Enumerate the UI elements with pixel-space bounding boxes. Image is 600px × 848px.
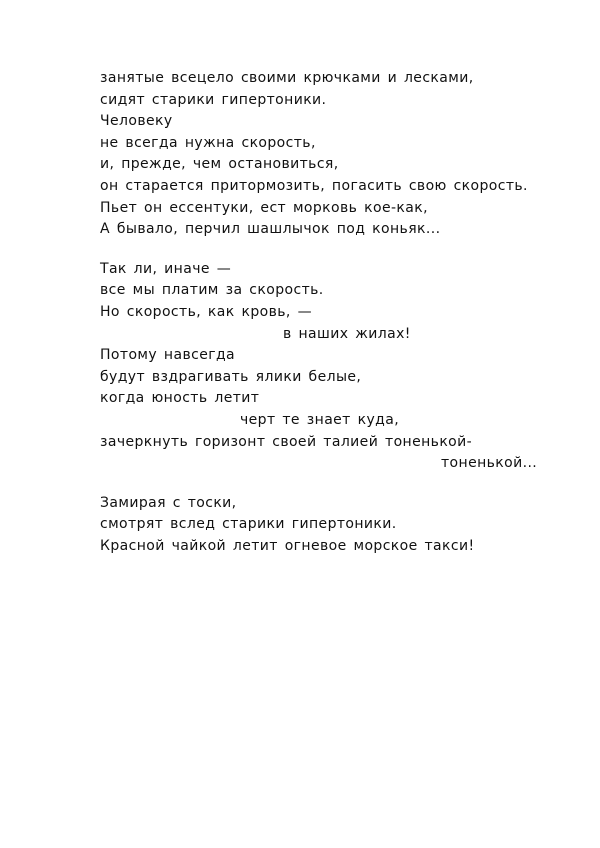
poem-line: все мы платим за скорость. (100, 282, 324, 299)
poem-line: Но скорость, как кровь, — (100, 303, 312, 320)
poem-line: Так ли, иначе — (100, 260, 232, 277)
stanza-1 (100, 68, 540, 241)
poem-line: Пьет он ессентуки, ест морковь кое-как, (100, 199, 428, 216)
poem-line: Замирая с тоски, (100, 494, 237, 511)
poem-line: черт те знает куда, (240, 411, 400, 428)
poem-line: сидят старики гипертоники. (100, 91, 327, 108)
poem-line: занятые всецело своими крючками и лесками, (100, 70, 474, 86)
poem-line: зачеркнуть горизонт своей талией тоненькой- (100, 433, 473, 450)
stanza-3 (100, 493, 540, 558)
poem-line: тоненькой... (441, 455, 538, 472)
poem-line: А бывало, перчил шашлычок под коньяк... (100, 221, 441, 238)
poem-line: будут вздрагивать ялики белые, (100, 368, 362, 385)
poem-line: в наших жилах! (283, 325, 411, 342)
poem-line: когда юность летит (100, 390, 260, 407)
poem-line: Красной чайкой летит огневое морское такси! (100, 537, 475, 554)
poem-line: смотрят вслед старики гипертоники. (100, 516, 397, 533)
poem-line: Человеку (100, 113, 173, 130)
poem-line: не всегда нужна скорость, (100, 134, 316, 151)
poem-line: Потому навсегда (100, 347, 236, 364)
stanza-2 (100, 259, 540, 475)
poem-text (100, 68, 540, 575)
poem-line: он старается притормозить, погасить свою скорость. (100, 177, 528, 194)
poem-line: и, прежде, чем остановиться, (100, 156, 339, 173)
